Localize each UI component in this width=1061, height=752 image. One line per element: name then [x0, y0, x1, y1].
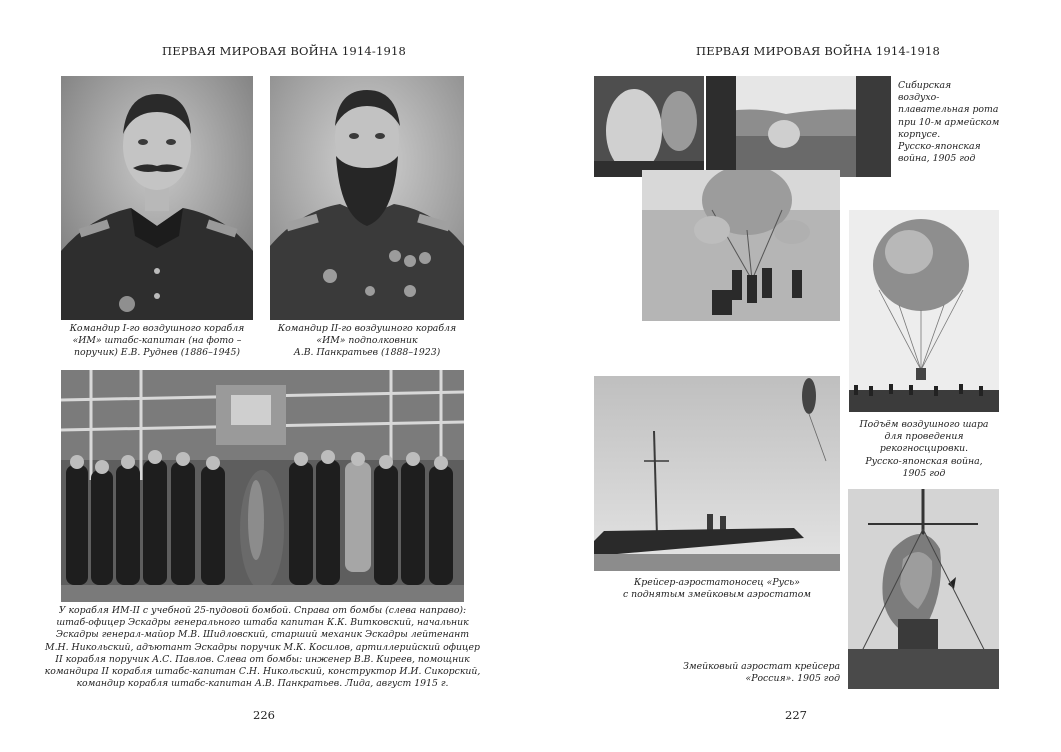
caption-rudnev: Командир I-го воздушного корабля «ИМ» штабс-капитан (на фото – поручик) Е.В. Руднев (1886–1945): [69, 323, 245, 359]
running-head-left: ПЕРВАЯ МИРОВАЯ ВОЙНА 1914-1918: [162, 44, 407, 58]
group-photo-im-ii: [61, 370, 464, 602]
page-number-left: 226: [253, 708, 275, 722]
photo-balloon-camp: [706, 76, 891, 177]
portrait-pankratiev-photo: [270, 76, 464, 320]
caption-siberian-company: Сибирская воздухо- плавательная рота при 10-м армейском корпусе. Русско-японская война, 1905 год: [898, 80, 1000, 165]
caption-balloon-ascent: Подъём воздушного шара для проведения рекогносцировки. Русско-японская война, 1905 год: [859, 419, 989, 479]
portrait-rudnev-photo: [61, 76, 253, 320]
caption-kite-balloon: Змейковый аэростат крейсера «Россия». 1905 год: [683, 661, 840, 685]
photo-balloon-ascent: [849, 210, 999, 412]
caption-pankratiev: Командир II-го воздушного корабля «ИМ» подполковник А.В. Панкратьев (1888–1923): [277, 323, 457, 359]
page-number-right: 227: [785, 708, 807, 722]
photo-cruiser-rus: [594, 376, 840, 571]
caption-group-photo: У корабля ИМ-II с учебной 25-пудовой бомбой. Справа от бомбы (слева направо): штаб-офицер Эскадры генерального штаба капитан К.К. Витковский, начальник Эскадры генерал-майор М.В. Шидловский, старший механик Эскадры лейтенант М.Н. Никольский, адъютант Эскадры поручик М.К. Косилов, артиллерийский офицер II корабля поручик А.С. Павлов. Слева от бомбы: инженер В.В. Киреев, помощник командира II корабля штабс-капитан С.Н. Никольский, конструктор И.И. Сикорский, командир корабля штабс-капитан А.В. Панкратьев. Лида, август 1915 г.: [44, 605, 481, 690]
left-page: [0, 0, 530, 752]
caption-cruiser-rus: Крейсер-аэростатоносец «Русь» с поднятым змейковым аэростатом: [622, 577, 812, 601]
photo-kite-balloon-rossiya: [848, 489, 999, 689]
running-head-right: ПЕРВАЯ МИРОВАЯ ВОЙНА 1914-1918: [696, 44, 941, 58]
right-page: [530, 0, 1061, 752]
photo-balloon-crew: [642, 170, 840, 321]
photo-balloon-closeup: [594, 76, 704, 177]
